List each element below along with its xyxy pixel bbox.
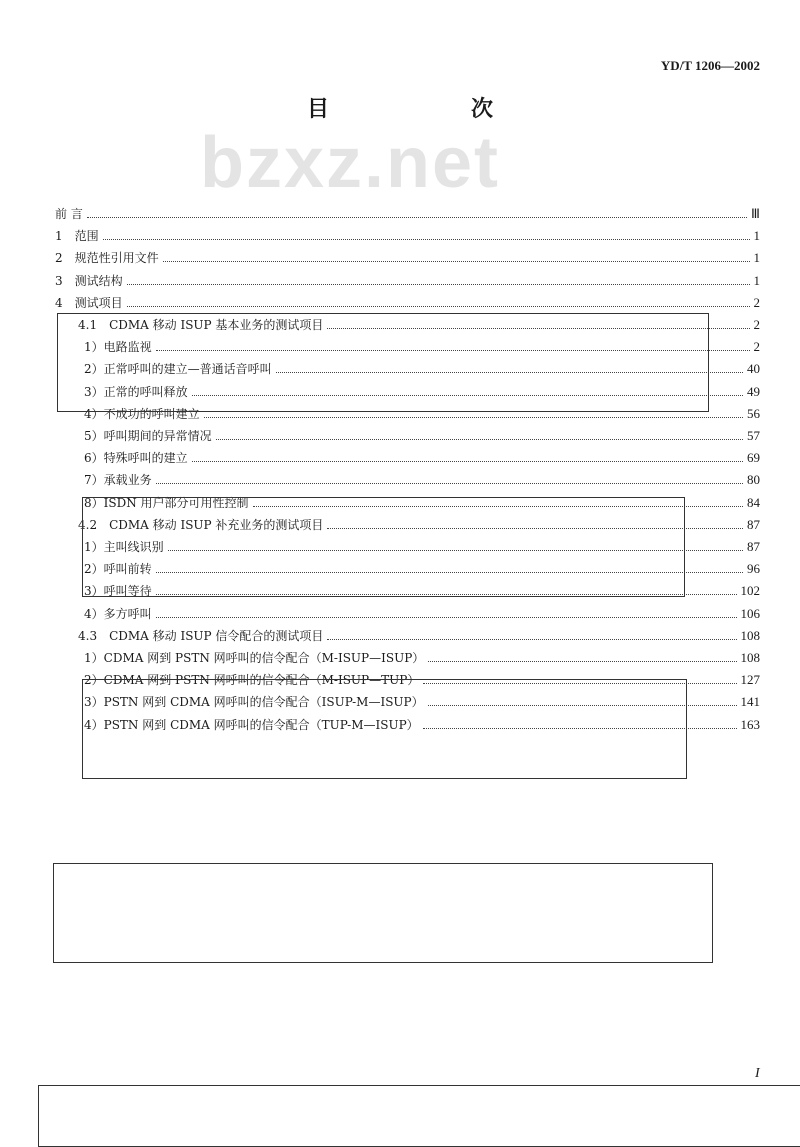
toc-entry-page: 141: [740, 694, 760, 710]
toc-entry-page: 108: [740, 627, 760, 643]
toc-entry-label: 4.2 CDMA 移动 ISUP 补充业务的测试项目: [78, 517, 324, 532]
toc-entry-label: 2）呼叫前转: [84, 562, 152, 577]
toc-entry-page: 1: [753, 228, 760, 244]
annotation-box-2: [82, 497, 685, 597]
dot-leader: [156, 617, 737, 618]
toc-entry-page: 2: [753, 317, 760, 332]
toc-entry-page: 87: [747, 516, 760, 532]
toc-entry-page: 69: [747, 450, 760, 466]
dot-leader: [87, 217, 747, 218]
toc-entry-label: 1）电路监视: [84, 340, 152, 355]
toc-entry-page: 49: [747, 383, 760, 399]
toc-entry-label: 7）承载业务: [84, 473, 152, 488]
toc-entry-label: 4 测试项目: [55, 295, 123, 310]
toc-entry-page: 84: [747, 494, 760, 510]
toc-entry-label: 4）PSTN 网到 CDMA 网呼叫的信令配合（TUP-M—ISUP）: [84, 717, 419, 732]
toc-entry-page: 1: [753, 250, 760, 266]
dot-leader: [103, 239, 750, 240]
toc-entry-page: Ⅲ: [751, 206, 760, 221]
toc-entry[interactable]: [84, 448, 760, 468]
annotation-box-3: [82, 679, 687, 779]
toc-entry-label: 4）多方呼叫: [84, 606, 152, 621]
toc-entry[interactable]: [84, 426, 760, 446]
dot-leader: [156, 483, 743, 484]
dot-leader: [327, 639, 736, 640]
toc-entry[interactable]: [84, 470, 760, 490]
toc-entry-page: 127: [740, 672, 760, 688]
toc-entry[interactable]: [84, 648, 760, 668]
toc-entry-page: 2: [753, 294, 760, 310]
dot-leader: [216, 439, 743, 440]
annotation-box-1: [57, 313, 709, 412]
toc-entry[interactable]: [55, 204, 760, 224]
toc-entry-page: 56: [747, 405, 760, 421]
annotation-box-5: [38, 1085, 800, 1147]
toc-entry-page: 163: [740, 716, 760, 732]
page-number: I: [755, 1066, 760, 1081]
toc-entry-page: 96: [747, 561, 760, 577]
toc-entry-page: 40: [747, 361, 760, 377]
toc-entry-label: 3）呼叫等待: [84, 584, 152, 599]
annotation-box-4: [53, 863, 713, 963]
dot-leader: [127, 284, 750, 285]
toc-entry-label: 3）正常的呼叫释放: [84, 384, 188, 399]
dot-leader: [204, 417, 743, 418]
toc-entry-label: 3）PSTN 网到 CDMA 网呼叫的信令配合（ISUP-M—ISUP）: [84, 695, 424, 710]
toc-entry-label: 2）CDMA 网到 PSTN 网呼叫的信令配合（M-ISUP—TUP）: [84, 673, 420, 688]
page-title: 目 次: [306, 96, 553, 122]
toc-entry-label: 1）CDMA 网到 PSTN 网呼叫的信令配合（M-ISUP—ISUP）: [84, 651, 425, 665]
dot-leader: [127, 306, 750, 307]
toc-entry-page: 102: [740, 583, 760, 599]
toc-entry-label: 2）正常呼叫的建立—普通话音呼叫: [84, 362, 272, 377]
toc-entry[interactable]: [55, 271, 760, 291]
standard-number: YD/T 1206—2002: [660, 58, 760, 73]
watermark: bzxz.net: [200, 123, 501, 203]
toc-entry-label: 4）不成功的呼叫建立: [84, 406, 200, 421]
toc-entry-label: 4.3 CDMA 移动 ISUP 信令配合的测试项目: [78, 628, 324, 643]
toc-entry-page: 2: [753, 339, 760, 355]
dot-leader: [192, 461, 743, 462]
toc-entry-label: 3 测试结构: [55, 273, 123, 288]
toc-entry-page: 108: [740, 650, 760, 665]
toc-entry-page: 106: [740, 605, 760, 621]
toc-entry-label: 2 规范性引用文件: [55, 251, 159, 266]
toc-entry-label: 4.1 CDMA 移动 ISUP 基本业务的测试项目: [78, 318, 324, 332]
toc-entry-label: 8）ISDN 用户部分可用性控制: [84, 495, 249, 510]
toc-entry[interactable]: [84, 604, 760, 624]
toc-entry[interactable]: [55, 248, 760, 268]
toc-entry-label: 前 言: [55, 207, 83, 221]
toc-entry-label: 6）特殊呼叫的建立: [84, 451, 188, 466]
toc-entry-page: 57: [747, 428, 760, 443]
toc-entry-page: 80: [747, 472, 760, 488]
toc-entry[interactable]: [78, 626, 760, 646]
toc-entry-label: 1）主叫线识别: [84, 540, 164, 554]
toc-entry-label: 5）呼叫期间的异常情况: [84, 429, 212, 443]
toc-entry-page: 1: [753, 272, 760, 288]
dot-leader: [428, 661, 736, 662]
toc-entry-page: 87: [747, 539, 760, 554]
toc-entry[interactable]: [55, 226, 760, 246]
dot-leader: [163, 261, 750, 262]
toc-entry-label: 1 范围: [55, 229, 99, 244]
toc-entry[interactable]: [55, 293, 760, 313]
